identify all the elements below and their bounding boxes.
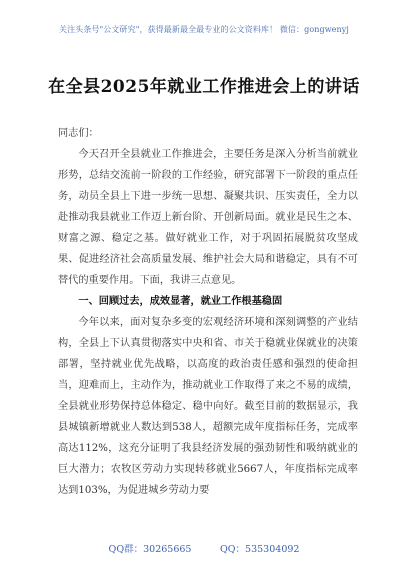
section-heading-1: 一、回顾过去，成效显著，就业工作根基稳固	[78, 295, 283, 307]
salutation: 同志们：	[58, 128, 99, 139]
paragraph-review: 今年以来，面对复杂多变的宏观经济环境和深刻调整的产业结构，全县上下认真贯彻落实中央和省、市关于稳就业保就业的决策部署，坚持就业优先战略，以高度的政治责任感和强烈的使命担当，迎难而上，主动作为，推动就业工作取得了来之不易的成绩，全县就业形势保持总体稳定、稳中向好。截至目前的数据显示，我县城镇新增就业人数达到538人，超额完成年度指标任务，完成率高达112%，这充分证明了我县经济发展的强劲韧性和吸纳就业的巨大潜力；农牧区劳动力实现转移就业5667人，年度指标完成率达到103%，为促进城乡劳动力要	[58, 317, 358, 496]
footer-contact-note: QQ群：30265665 QQ：535304092	[108, 544, 300, 555]
document-body	[58, 123, 358, 501]
header-promo-note: 关注头条号"公文研究"，获得最新最全最专业的公文资料库！ 微信：gongwenyj	[59, 25, 349, 34]
paragraph-intro: 今天召开全县就业工作推进会，主要任务是深入分析当前就业形势，总结交流前一阶段的工作经验，研究部署下一阶段的重点任务，动员全县上下进一步统一思想、凝聚共识、压实责任，全力以赴推动我县就业工作迈上新台阶、开创新局面。就业是民生之本、财富之源、稳定之基。做好就业工作，对于巩固拓展脱贫攻坚成果、促进经济社会高质量发展、维护社会大局和谐稳定，具有不可替代的重要作用。下面，我讲三点意见。	[58, 149, 358, 286]
document-title: 在全县2025年就业工作推进会上的讲话	[48, 77, 360, 97]
